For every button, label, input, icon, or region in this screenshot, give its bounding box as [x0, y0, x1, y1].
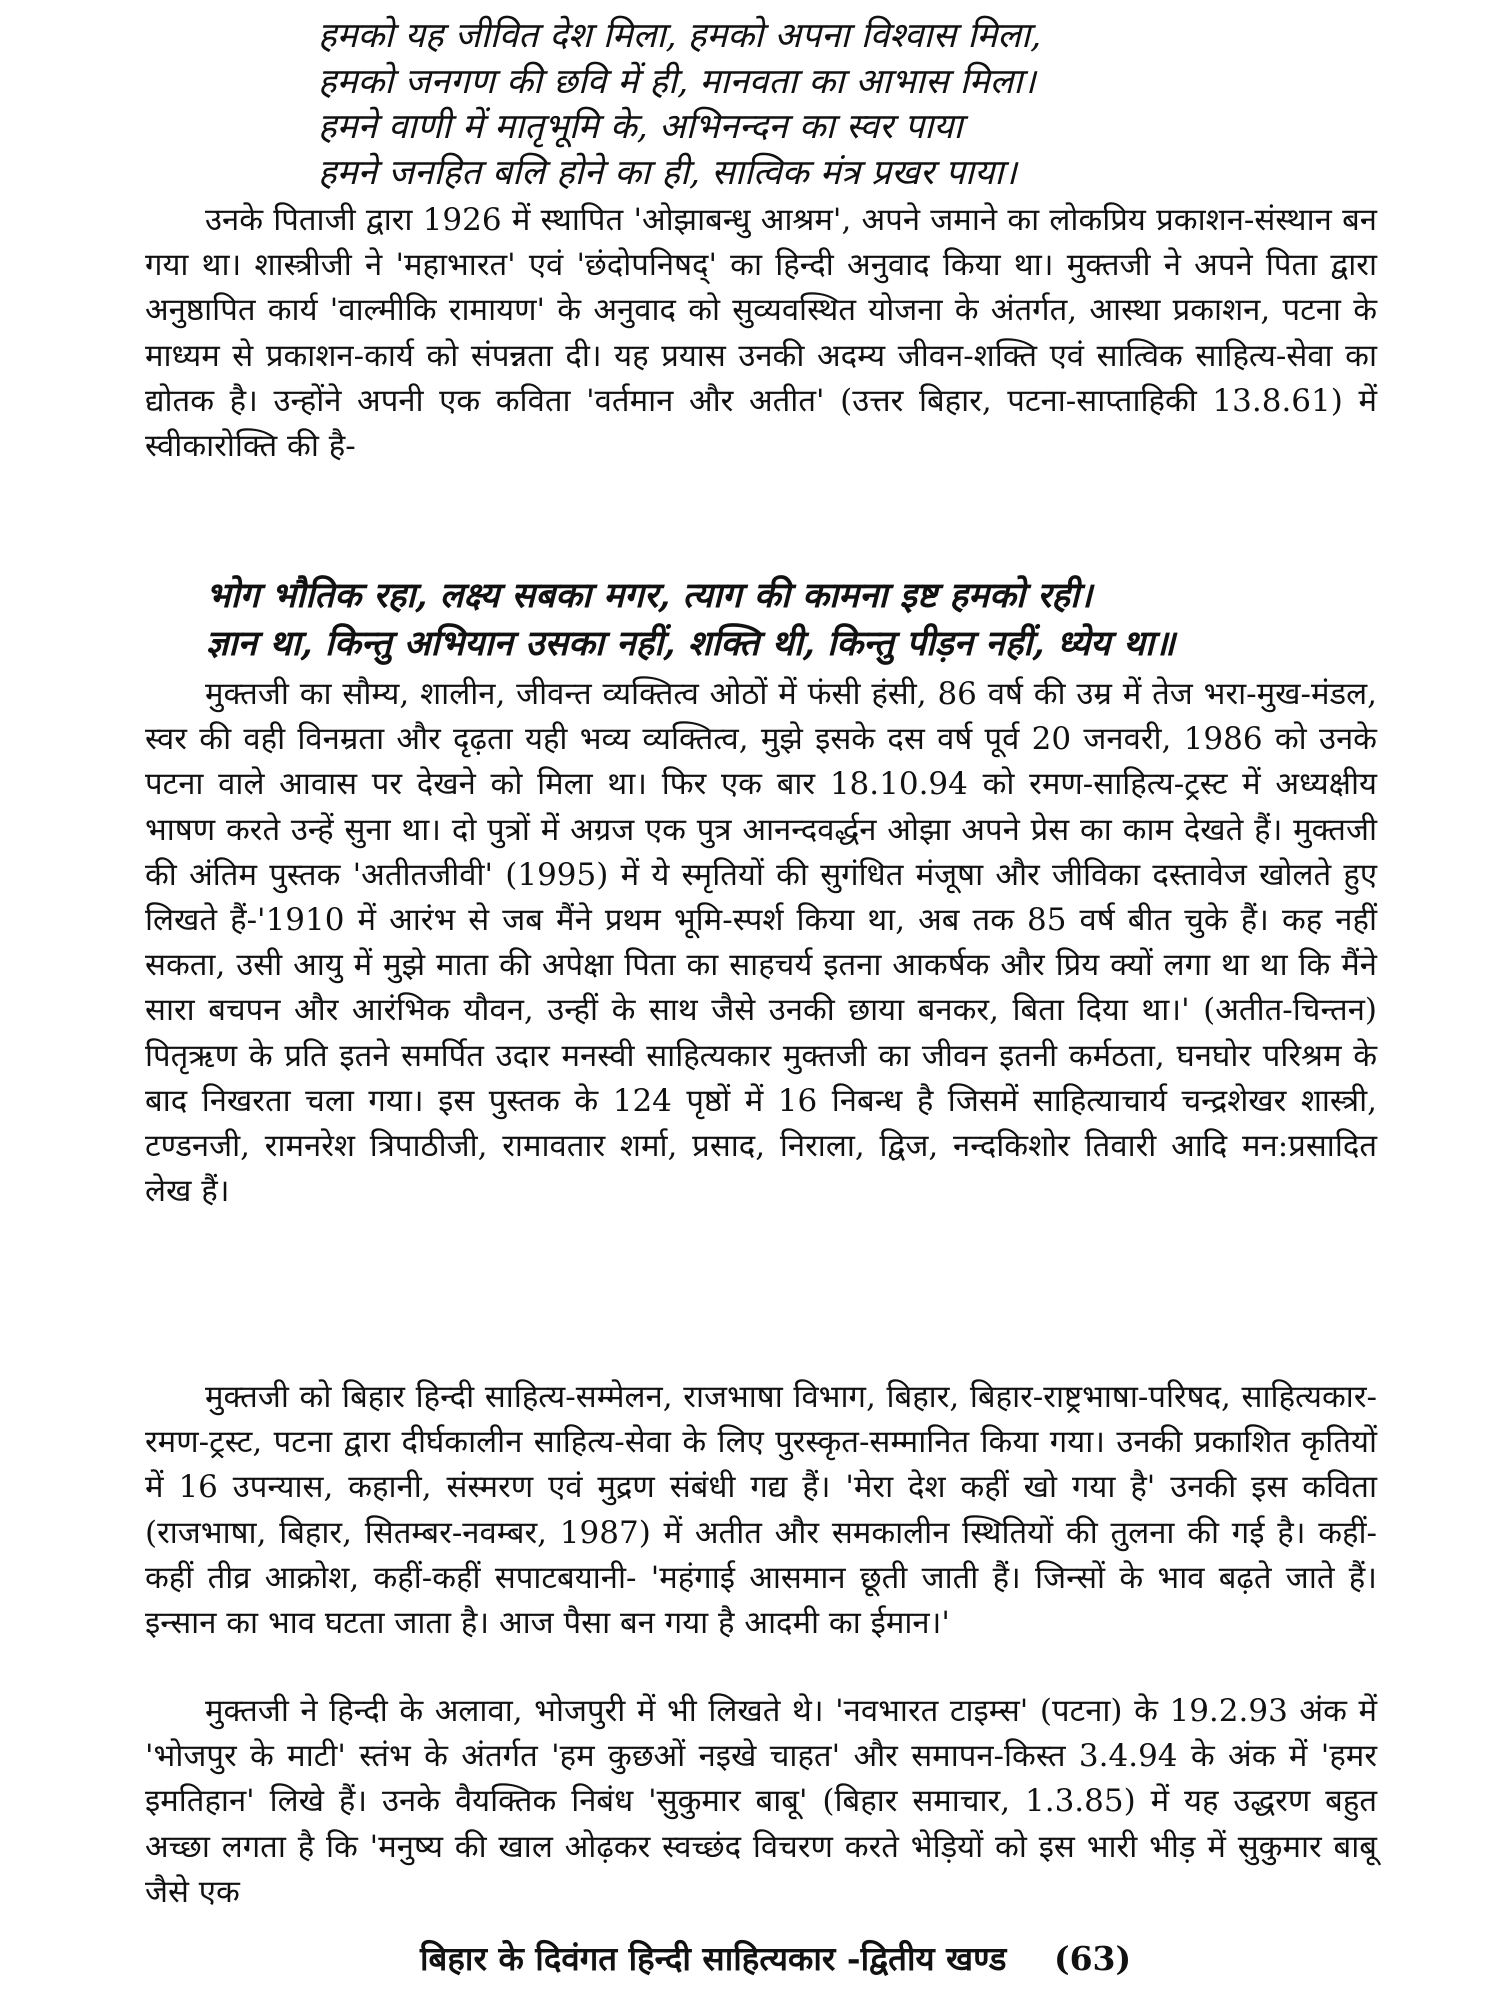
paragraph-block-2 [145, 672, 1377, 1214]
book-title: बिहार के दिवंगत हिन्दी साहित्यकार -द्वितीय खण्ड [420, 1939, 1007, 1978]
poem-line: भोग भौतिक रहा, लक्ष्य सबका मगर, त्याग की कामना इष्ट हमको रही। [206, 575, 1093, 616]
poem-line: हमको यह जीवित देश मिला, हमको अपना विश्वास मिला, [318, 16, 1042, 56]
paragraph-block-1 [145, 198, 1377, 469]
poem-line: हमने जनहित बलि होने का ही, सात्विक मंत्र प्रखर पाया। [318, 152, 1017, 193]
paragraph-block-4 [145, 1689, 1377, 1915]
paragraph-personality: मुक्तजी का सौम्य, शालीन, जीवन्त व्यक्तित्व ओठों में फंसी हंसी, 86 वर्ष की उम्र में तेज भरा-मुख-मंडल, स्वर की वही विनम्रता और दृढ़ता यही भव्य व्यक्तित्व, मुझे इसके दस वर्ष पूर्व 20 जनवरी, 1986 को उनके पटना वाले आवास पर देखने को मिला था। फिर एक बार 18.10.94 को रमण-साहित्य-ट्रस्ट में अध्यक्षीय भाषण करते उन्हें सुना था। दो पुत्रों में अग्रज एक पुत्र आनन्दवर्द्धन ओझा अपने प्रेस का काम देखते हैं। मुक्तजी की अंतिम पुस्तक 'अतीतजीवी' (1995) में ये स्मृतियों की सुगंधित मंजूषा और जीविका दस्तावेज खोलते हुए लिखते हैं-'1910 में आरंभ से जब मैंने प्रथम भूमि-स्पर्श किया था, अब तक 85 वर्ष बीत चुके हैं। कह नहीं सकता, उसी आयु में मुझे माता की अपेक्षा पिता का साहचर्य इतना आकर्षक और प्रिय क्यों लगा था था कि मैंने सारा बचपन और आरंभिक यौवन, उन्हीं के साथ जैसे उनकी छाया बनकर, बिता दिया था।' (अतीत-चिन्तन) पितृऋण के प्रति इतने समर्पित उदार मनस्वी साहित्यकार मुक्तजी का जीवन इतनी कर्मठता, घनघोर परिश्रम के बाद निखरता चला गया। इस पुस्तक के 124 पृष्ठों में 16 निबन्ध है जिसमें साहित्याचार्य चन्द्रशेखर शास्त्री, टण्डनजी, रामनरेश त्रिपाठीजी, रामावतार शर्मा, प्रसाद, निराला, द्विज, नन्दकिशोर तिवारी आदि मन:प्रसादित लेख हैं। [145, 676, 1377, 1210]
paragraph-block-3 [145, 1375, 1377, 1646]
paragraph-bhojpuri: मुक्तजी ने हिन्दी के अलावा, भोजपुरी में भी लिखते थे। 'नवभारत टाइम्स' (पटना) के 19.2.93 अंक में 'भोजपुर के माटी' स्तंभ के अंतर्गत 'हम कुछओं नइखे चाहत' और समापन-किस्त 3.4.94 के अंक में 'हमर इमतिहान' लिखे हैं। उनके वैयक्तिक निबंध 'सुकुमार बाबू' (बिहार समाचार, 1.3.85) में यह उद्धरण बहुत अच्छा लगता है कि 'मनुष्य की खाल ओढ़कर स्वच्छंद विचरण करते भेड़ियों को इस भारी भीड़ में सुकुमार बाबू जैसे एक [145, 1693, 1377, 1910]
poem-line: हमको जनगण की छवि में ही, मानवता का आभास मिला। [318, 61, 1036, 102]
quoted-poem [206, 572, 1326, 668]
opening-poem [318, 14, 1248, 196]
page-footer [420, 1935, 1320, 1980]
poem-line: हमने वाणी में मातृभूमि के, अभिनन्दन का स्वर पाया [318, 107, 963, 147]
poem-line: ज्ञान था, किन्तु अभियान उसका नहीं, शक्ति थी, किन्तु पीड़न नहीं, ध्येय था॥ [206, 623, 1176, 664]
paragraph-honours: मुक्तजी को बिहार हिन्दी साहित्य-सम्मेलन, राजभाषा विभाग, बिहार, बिहार-राष्ट्रभाषा-परिषद, साहित्यकार-रमण-ट्रस्ट, पटना द्वारा दीर्घकालीन साहित्य-सेवा के लिए पुरस्कृत-सम्मानित किया गया। उनकी प्रकाशित कृतियों में 16 उपन्यास, कहानी, संस्मरण एवं मुद्रण संबंधी गद्य हैं। 'मेरा देश कहीं खो गया है' उनकी इस कविता (राजभाषा, बिहार, सितम्बर-नवम्बर, 1987) में अतीत और समकालीन स्थितियों की तुलना की गई है। कहीं-कहीं तीव्र आक्रोश, कहीं-कहीं सपाटबयानी- 'महंगाई आसमान छूती जाती हैं। जिन्सों के भाव बढ़ते जाते हैं। इन्सान का भाव घटता जाता है। आज पैसा बन गया है आदमी का ईमान।' [145, 1379, 1377, 1642]
paragraph-ashram: उनके पिताजी द्वारा 1926 में स्थापित 'ओझाबन्धु आश्रम', अपने जमाने का लोकप्रिय प्रकाशन-संस्थान बन गया था। शास्त्रीजी ने 'महाभारत' एवं 'छंदोपनिषद्' का हिन्दी अनुवाद किया था। मुक्तजी ने अपने पिता द्वारा अनुष्ठापित कार्य 'वाल्मीकि रामायण' के अनुवाद को सुव्यवस्थित योजना के अंतर्गत, आस्था प्रकाशन, पटना के माध्यम से प्रकाशन-कार्य को संपन्नता दी। यह प्रयास उनकी अदम्य जीवन-शक्ति एवं सात्विक साहित्य-सेवा का द्योतक है। उन्होंने अपनी एक कविता 'वर्तमान और अतीत' (उत्तर बिहार, पटना-साप्ताहिकी 13.8.61) में स्वीकारोक्ति की है- [145, 202, 1377, 465]
page-number: (63) [1053, 1939, 1132, 1978]
